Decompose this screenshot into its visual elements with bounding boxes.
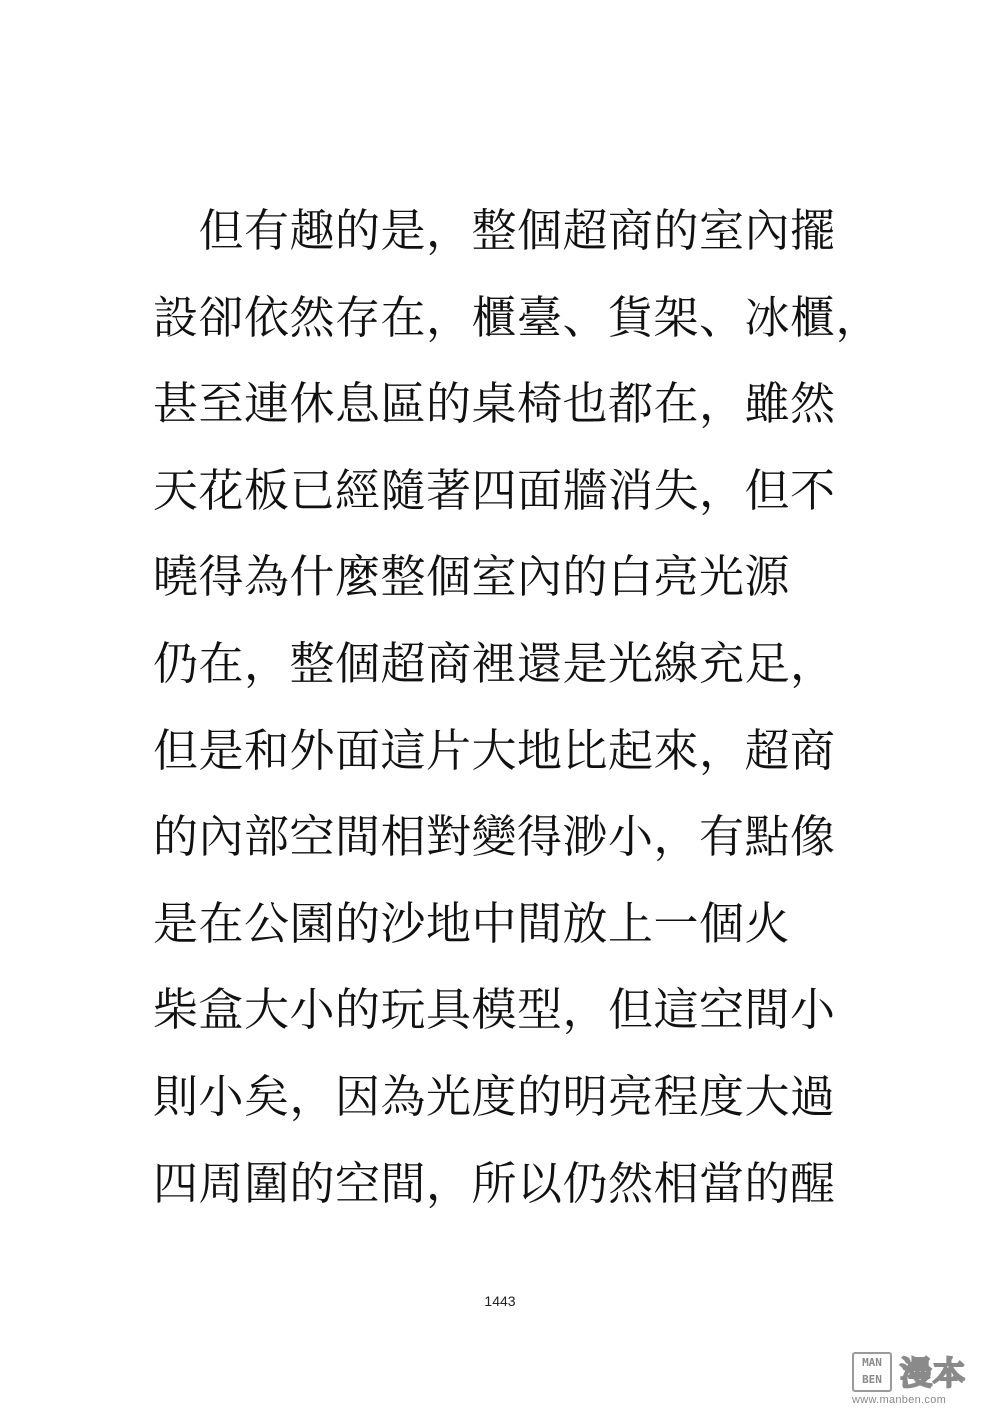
text-line: 則小矣，因為光度的明亮程度大過: [153, 1069, 836, 1123]
text-line: 仍在，整個超商裡還是光線充足，: [153, 636, 836, 690]
watermark-box-bottom: BEN: [862, 1373, 882, 1386]
watermark-url: www.manben.com: [852, 1394, 947, 1406]
body-text: [153, 196, 882, 1235]
watermark-title: 漫本: [900, 1354, 967, 1392]
text-line: 曉得為什麼整個室內的白亮光源: [153, 550, 791, 604]
text-line: 但有趣的是，整個超商的室內擺: [153, 204, 836, 257]
text-line: 但是和外面這片大地比起來，超商: [153, 723, 836, 777]
watermark-box-icon: [852, 1352, 892, 1392]
text-line: 天花板已經隨著四面牆消失，但不: [153, 463, 836, 517]
watermark-box-top: MAN: [862, 1356, 882, 1369]
text-line: 設卻依然存在，櫃臺、貨架、冰櫃，: [153, 290, 882, 344]
text-line: 四周圍的空間，所以仍然相當的醒: [153, 1156, 836, 1210]
page-number: 1443: [484, 1293, 516, 1309]
site-watermark-logo: [848, 1348, 988, 1406]
text-line: 的內部空間相對變得渺小，有點像: [153, 810, 836, 864]
text-line: 甚至連休息區的桌椅也都在，雖然: [153, 377, 836, 431]
text-line: 柴盒大小的玩具模型，但這空間小: [153, 983, 836, 1037]
text-line: 是在公園的沙地中間放上一個火: [153, 896, 791, 950]
